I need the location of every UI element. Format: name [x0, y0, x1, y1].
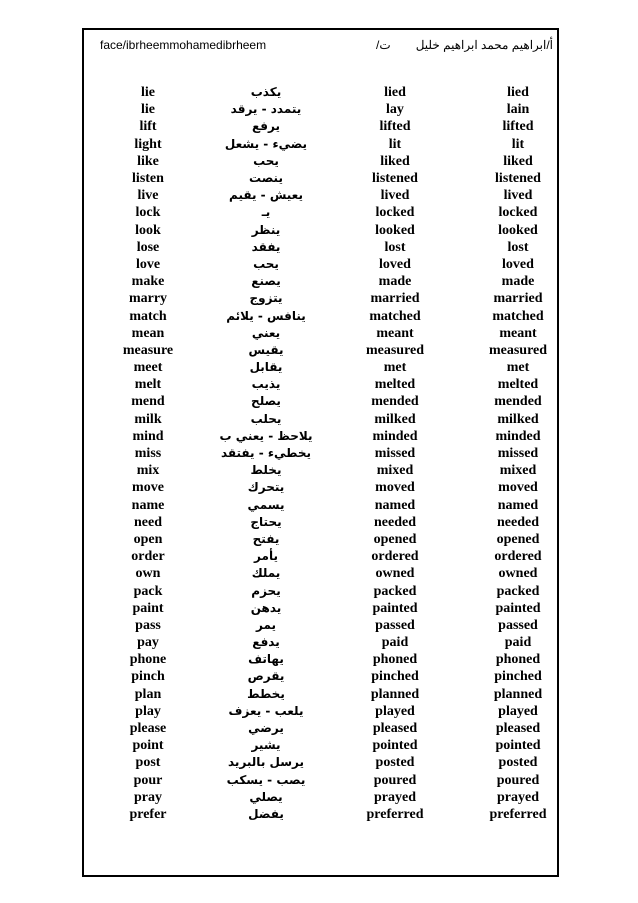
- table-row: [100, 789, 582, 806]
- verb-base-form: melt: [134, 377, 162, 393]
- verb-base-form: prefer: [129, 806, 167, 822]
- verb-past-participle: paid: [504, 635, 532, 651]
- verb-base-form: move: [132, 480, 164, 496]
- verb-arabic-meaning: يصلي: [249, 789, 283, 804]
- verb-past-participle: looked: [498, 222, 538, 238]
- table-row: [100, 479, 582, 496]
- table-row: [100, 325, 582, 342]
- verb-arabic-meaning: يفضل: [248, 806, 284, 821]
- table-row: [100, 170, 582, 187]
- verb-past-participle: mixed: [499, 463, 537, 479]
- verb-past-participle: painted: [495, 600, 541, 616]
- verb-past-form: needed: [374, 514, 416, 530]
- verb-base-form: mean: [131, 325, 165, 341]
- verb-past-participle: lain: [506, 102, 530, 118]
- verb-base-form: play: [135, 703, 161, 719]
- verb-base-form: paint: [132, 600, 164, 616]
- table-row: [100, 754, 582, 771]
- verb-past-participle: lived: [503, 188, 533, 204]
- verb-past-form: measured: [365, 342, 425, 358]
- verb-past-form: met: [383, 360, 407, 376]
- verb-past-participle: married: [493, 291, 543, 307]
- verb-past-participle: loved: [502, 256, 534, 272]
- table-row: [100, 307, 582, 324]
- table-row: [100, 600, 582, 617]
- verb-past-participle: made: [501, 274, 535, 290]
- table-row: [100, 222, 582, 239]
- table-row: [100, 342, 582, 359]
- verb-past-form: locked: [375, 205, 415, 221]
- table-row: [100, 514, 582, 531]
- table-row: [100, 290, 582, 307]
- verb-arabic-meaning: يفقد: [251, 239, 281, 254]
- verb-past-form: minded: [372, 428, 418, 444]
- verb-arabic-meaning: يقرص: [247, 669, 285, 684]
- verb-past-form: paid: [381, 635, 409, 651]
- verb-past-participle: played: [498, 703, 538, 719]
- verb-arabic-meaning: يرفع: [251, 119, 281, 134]
- verb-past-participle: melted: [497, 377, 539, 393]
- table-row: [100, 445, 582, 462]
- table-row: [100, 204, 582, 221]
- verb-past-participle: lifted: [502, 119, 534, 135]
- table-row: [100, 153, 582, 170]
- table-row: [100, 273, 582, 290]
- verb-past-form: opened: [373, 531, 417, 547]
- verb-past-participle: named: [497, 497, 539, 513]
- verb-past-participle: matched: [492, 308, 544, 324]
- verb-past-form: ordered: [371, 549, 419, 565]
- verb-arabic-meaning: يخطيء - يفتقد: [220, 446, 312, 461]
- table-row: [100, 720, 582, 737]
- verb-past-form: lay: [386, 102, 404, 118]
- verb-arabic-meaning: يسمي: [247, 497, 285, 512]
- verb-arabic-meaning: يعيش - يقيم: [229, 188, 303, 203]
- verb-arabic-meaning: يحب: [253, 256, 279, 271]
- verb-past-form: milked: [374, 411, 416, 427]
- verb-past-form: matched: [369, 308, 421, 324]
- verb-past-form: prayed: [374, 789, 416, 805]
- verb-arabic-meaning: يرسل بالبريد: [228, 755, 304, 770]
- verb-base-form: live: [137, 188, 159, 204]
- verb-arabic-meaning: يرضي: [248, 721, 284, 736]
- verb-arabic-meaning: يفتح: [252, 531, 280, 546]
- table-row: [100, 772, 582, 789]
- verb-past-form: loved: [379, 256, 411, 272]
- verb-past-form: liked: [380, 153, 410, 169]
- verb-past-form: packed: [373, 583, 417, 599]
- verb-past-form: passed: [375, 617, 415, 633]
- verb-base-form: pray: [134, 789, 162, 805]
- verb-past-participle: mended: [494, 394, 542, 410]
- verb-base-form: own: [135, 566, 161, 582]
- verb-base-form: lie: [141, 102, 155, 118]
- verb-arabic-meaning: يلعب - يعزف: [228, 703, 304, 718]
- table-row: [100, 703, 582, 720]
- verb-arabic-meaning: يعني: [251, 325, 281, 340]
- verb-past-participle: met: [506, 360, 530, 376]
- verb-arabic-meaning: يصب - يسكب: [226, 772, 306, 787]
- table-row: [100, 393, 582, 410]
- verb-past-form: made: [378, 274, 412, 290]
- verb-past-participle: posted: [498, 755, 538, 771]
- table-row: [100, 686, 582, 703]
- verb-arabic-meaning: يـ: [261, 205, 271, 220]
- verb-past-form: mended: [371, 394, 419, 410]
- verb-base-form: phone: [129, 652, 167, 668]
- table-row: [100, 239, 582, 256]
- verb-base-form: light: [134, 136, 162, 152]
- table-row: [100, 806, 582, 823]
- verb-past-form: lost: [384, 239, 406, 255]
- verb-past-form: lied: [384, 85, 406, 101]
- table-row: [100, 582, 582, 599]
- verb-past-participle: phoned: [495, 652, 541, 668]
- verb-past-participle: passed: [498, 617, 538, 633]
- verb-past-participle: owned: [498, 566, 538, 582]
- verb-arabic-meaning: يدفع: [252, 635, 280, 650]
- verb-past-participle: listened: [495, 171, 541, 187]
- verb-arabic-meaning: يقابل: [249, 360, 283, 375]
- table-row: [100, 565, 582, 582]
- verb-base-form: plan: [134, 686, 162, 702]
- table-row: [100, 136, 582, 153]
- verb-arabic-meaning: يضيء - يشعل: [224, 136, 308, 151]
- verb-arabic-meaning: يحزم: [251, 583, 281, 598]
- verb-past-form: lifted: [379, 119, 411, 135]
- verb-base-form: point: [132, 738, 164, 754]
- verb-past-participle: planned: [493, 686, 543, 702]
- verb-past-form: preferred: [366, 806, 424, 822]
- verb-base-form: listen: [132, 171, 164, 187]
- verb-base-form: pour: [133, 772, 163, 788]
- verb-arabic-meaning: يذيب: [251, 377, 281, 392]
- verb-arabic-meaning: يشير: [251, 738, 281, 753]
- verb-table: [100, 84, 582, 823]
- table-row: [100, 428, 582, 445]
- verb-past-participle: needed: [497, 514, 539, 530]
- verb-past-form: pinched: [371, 669, 419, 685]
- verb-arabic-meaning: يحتاج: [250, 514, 282, 529]
- verb-past-participle: poured: [496, 772, 540, 788]
- verb-arabic-meaning: يمر: [255, 617, 276, 632]
- verb-base-form: love: [135, 256, 161, 272]
- verb-base-form: open: [133, 531, 163, 547]
- verb-base-form: pass: [135, 617, 161, 633]
- verb-base-form: match: [129, 308, 167, 324]
- table-row: [100, 737, 582, 754]
- table-row: [100, 668, 582, 685]
- verb-past-form: missed: [374, 446, 416, 462]
- verb-arabic-meaning: يتزوج: [249, 291, 283, 306]
- verb-base-form: mend: [131, 394, 165, 410]
- verb-arabic-meaning: يأمر: [254, 549, 278, 564]
- table-row: [100, 548, 582, 565]
- phone-label: ت/: [376, 38, 391, 52]
- table-row: [100, 118, 582, 135]
- verb-arabic-meaning: يصنع: [251, 274, 281, 289]
- verb-past-form: poured: [373, 772, 417, 788]
- table-row: [100, 651, 582, 668]
- verb-arabic-meaning: يخطط: [247, 686, 285, 701]
- author-name: أ/ابراهيم محمد ابراهيم خليل: [415, 38, 553, 52]
- verb-past-form: married: [370, 291, 420, 307]
- verb-arabic-meaning: يحب: [253, 153, 279, 168]
- verb-base-form: lose: [136, 239, 160, 255]
- verb-past-participle: moved: [498, 480, 538, 496]
- page-header: [84, 34, 557, 56]
- verb-base-form: measure: [122, 342, 174, 358]
- verb-past-form: lit: [388, 136, 402, 152]
- verb-base-form: lock: [135, 205, 161, 221]
- verb-arabic-meaning: يخلط: [250, 463, 282, 478]
- verb-base-form: mix: [136, 463, 160, 479]
- verb-past-form: pointed: [372, 738, 418, 754]
- verb-past-participle: measured: [488, 342, 548, 358]
- verb-past-participle: opened: [496, 531, 540, 547]
- verb-base-form: make: [131, 274, 165, 290]
- table-row: [100, 531, 582, 548]
- verb-past-participle: pointed: [495, 738, 541, 754]
- verb-past-form: owned: [375, 566, 415, 582]
- verb-arabic-meaning: يكذب: [250, 85, 282, 100]
- verb-past-form: phoned: [372, 652, 418, 668]
- verb-arabic-meaning: ينظر: [251, 222, 281, 237]
- verb-past-participle: pleased: [495, 721, 541, 737]
- verb-past-form: painted: [372, 600, 418, 616]
- verb-past-participle: pinched: [494, 669, 542, 685]
- verb-past-participle: meant: [499, 325, 537, 341]
- verb-past-participle: lost: [507, 239, 529, 255]
- table-row: [100, 84, 582, 101]
- verb-base-form: name: [131, 497, 165, 513]
- verb-arabic-meaning: يتحرك: [247, 480, 285, 495]
- verb-arabic-meaning: يهاتف: [248, 652, 284, 667]
- table-row: [100, 256, 582, 273]
- verb-arabic-meaning: ينافس - يلائم: [226, 308, 306, 323]
- verb-base-form: like: [137, 153, 159, 169]
- verb-base-form: post: [135, 755, 161, 771]
- verb-past-participle: minded: [495, 428, 541, 444]
- verb-arabic-meaning: يقيس: [248, 342, 284, 357]
- verb-base-form: lift: [139, 119, 157, 135]
- verb-past-form: pleased: [372, 721, 418, 737]
- verb-past-participle: ordered: [494, 549, 542, 565]
- verb-base-form: look: [135, 222, 161, 238]
- verb-past-form: mixed: [376, 463, 414, 479]
- verb-base-form: pinch: [131, 669, 165, 685]
- table-row: [100, 187, 582, 204]
- table-row: [100, 411, 582, 428]
- verb-past-form: named: [374, 497, 416, 513]
- verb-base-form: pay: [137, 635, 159, 651]
- verb-past-form: lived: [380, 188, 410, 204]
- verb-past-participle: missed: [497, 446, 539, 462]
- verb-past-form: melted: [374, 377, 416, 393]
- verb-past-form: meant: [376, 325, 414, 341]
- table-row: [100, 376, 582, 393]
- verb-table-body: [100, 84, 582, 823]
- verb-past-form: planned: [370, 686, 420, 702]
- verb-arabic-meaning: ينصت: [249, 171, 283, 186]
- verb-past-form: listened: [372, 171, 418, 187]
- verb-arabic-meaning: يملك: [251, 566, 281, 581]
- verb-base-form: pack: [133, 583, 163, 599]
- table-row: [100, 462, 582, 479]
- table-row: [100, 634, 582, 651]
- verb-base-form: need: [134, 514, 162, 530]
- table-row: [100, 617, 582, 634]
- verb-base-form: please: [129, 721, 167, 737]
- verb-arabic-meaning: يلاحظ - يعني ب: [219, 428, 313, 443]
- verb-past-form: played: [375, 703, 415, 719]
- verb-past-participle: milked: [497, 411, 539, 427]
- table-row: [100, 497, 582, 514]
- verb-past-participle: liked: [503, 153, 533, 169]
- verb-past-participle: prayed: [497, 789, 539, 805]
- verb-base-form: miss: [134, 446, 162, 462]
- verb-past-form: posted: [375, 755, 415, 771]
- verb-arabic-meaning: يتمدد - يرقد: [230, 102, 302, 117]
- verb-base-form: milk: [134, 411, 162, 427]
- facebook-handle: face/ibrheemmohamedibrheem: [100, 38, 267, 52]
- verb-base-form: meet: [133, 360, 163, 376]
- table-row: [100, 359, 582, 376]
- verb-arabic-meaning: يدهن: [250, 600, 282, 615]
- verb-past-form: moved: [375, 480, 415, 496]
- verb-past-participle: preferred: [489, 806, 547, 822]
- verb-past-participle: lied: [507, 85, 529, 101]
- verb-past-participle: locked: [498, 205, 538, 221]
- verb-base-form: lie: [141, 85, 155, 101]
- verb-base-form: marry: [128, 291, 168, 307]
- verb-arabic-meaning: يحلب: [250, 411, 282, 426]
- verb-past-form: looked: [375, 222, 415, 238]
- verb-base-form: mind: [132, 428, 164, 444]
- verb-past-participle: packed: [496, 583, 540, 599]
- verb-base-form: order: [131, 549, 165, 565]
- table-row: [100, 101, 582, 118]
- verb-past-participle: lit: [511, 136, 525, 152]
- verb-arabic-meaning: يصلح: [251, 394, 281, 409]
